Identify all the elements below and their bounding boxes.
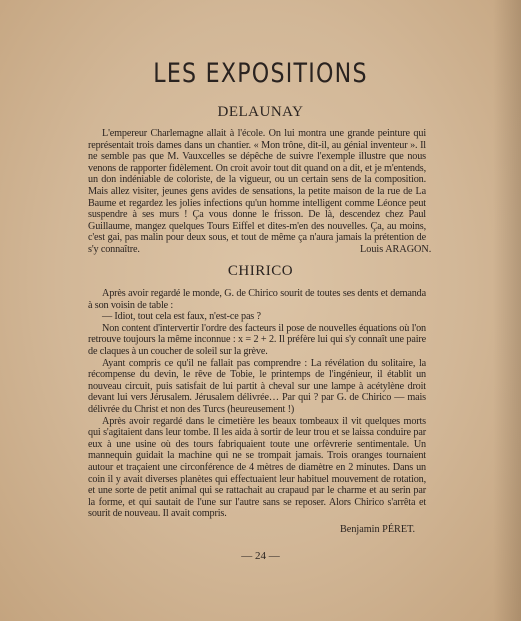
page-title: LES EXPOSITIONS (153, 58, 368, 89)
chirico-paragraph-2: — Idiot, tout cela est faux, n'est-ce pas ? (102, 311, 261, 323)
section-heading-chirico: CHIRICO (227, 263, 294, 279)
chirico-paragraph-5: Après avoir regardé dans le cimetière les beaux tombeaux il vit quelques morts qui s'agitaient dans leur tombe. Il les aida à sortir de leur trou et se laissa conduire par eux à une usine où des tours fabriquaient toute une orfèvrerie sentimentale. Un mannequin guidait la machine qui ne se trompait jamais. Trois oranges tournaient autour et traçaient une circonférence de 4 mètres de diamètre en 2 minutes. Dans un coin il y avait diverses planètes qui effectuaient leur habituel mouvement de rotation, et une sorte de petit animal qui se rattachait au crapaud par le charme et au serin par la forme, et qui sautait de l'une sur l'autre sans se reposer. Alors Chirico s'arrêta et sourit de nouveau. Il avait compris. (88, 415, 426, 520)
delaunay-text (88, 128, 426, 256)
page-number: — 24 — (241, 550, 280, 562)
chirico-text (88, 288, 426, 520)
chirico-paragraph-3: Non content d'intervertir l'ordre des facteurs il pose de nouvelles équations où l'on retrouve toujours la même inconnue : x = 2 + 2. Il préfère lui qui s'y connaît une paire de claques à un coucher de soleil sur la grève. (88, 322, 426, 357)
delaunay-paragraph: L'empereur Charlemagne allait à l'école. On lui montra une grande peinture qui représentait trois dames dans un chantier. « Mon trône, dit-il, au génial inventeur ». Il ne semble pas que M. Vauxcelles se dépêche de suivre l'exemple illustre que nous venons de rapporter fidèlement. On croit avoir tout dit quand on a dit, et je m'entends, un don indéniable de coloriste, de la vigueur, ou un certain sens de la composition. Mais allez visiter, jeunes gens avides de sensations, la petite maison de la rue de La Baume et regardez les jolies infections qu'un homme intelligent comme Léonce peut suspendre à ses murs ! Ça vous donne le frisson. De là, descendez chez Paul Guillaume, mangez quelques Tours Eiffel et dites-m'en des nouvelles. Ça, au moins, c'est gai, pas malin pour deux sous, et tout de même ça n'aura jamais la prétention de s'y connaître. (88, 128, 426, 255)
chirico-paragraph-1: Après avoir regardé le monde, G. de Chirico sourit de toutes ses dents et demanda à son voisin de table : (88, 288, 426, 311)
signature-aragon: Louis ARAGON. (360, 244, 432, 255)
page-edge-shadow (493, 0, 521, 621)
chirico-paragraph-4: Ayant compris ce qu'il ne fallait pas comprendre : La révélation du solitaire, la récompense du devin, le rêve de Tobie, le printemps de l'ingénieur, il établit un nouveau circuit, puis satisfait de lui partit à cheval sur une lampe à acétylène droit devant lui vers Jérusalem. Jérusalem délivrée… Par qui ? par G. de Chirico — mais délivrée du Christ et non des Turcs (heureusement !) (88, 357, 426, 415)
signature-peret: Benjamin PÉRET. (340, 524, 416, 535)
section-heading-delaunay: DELAUNAY (217, 104, 304, 120)
